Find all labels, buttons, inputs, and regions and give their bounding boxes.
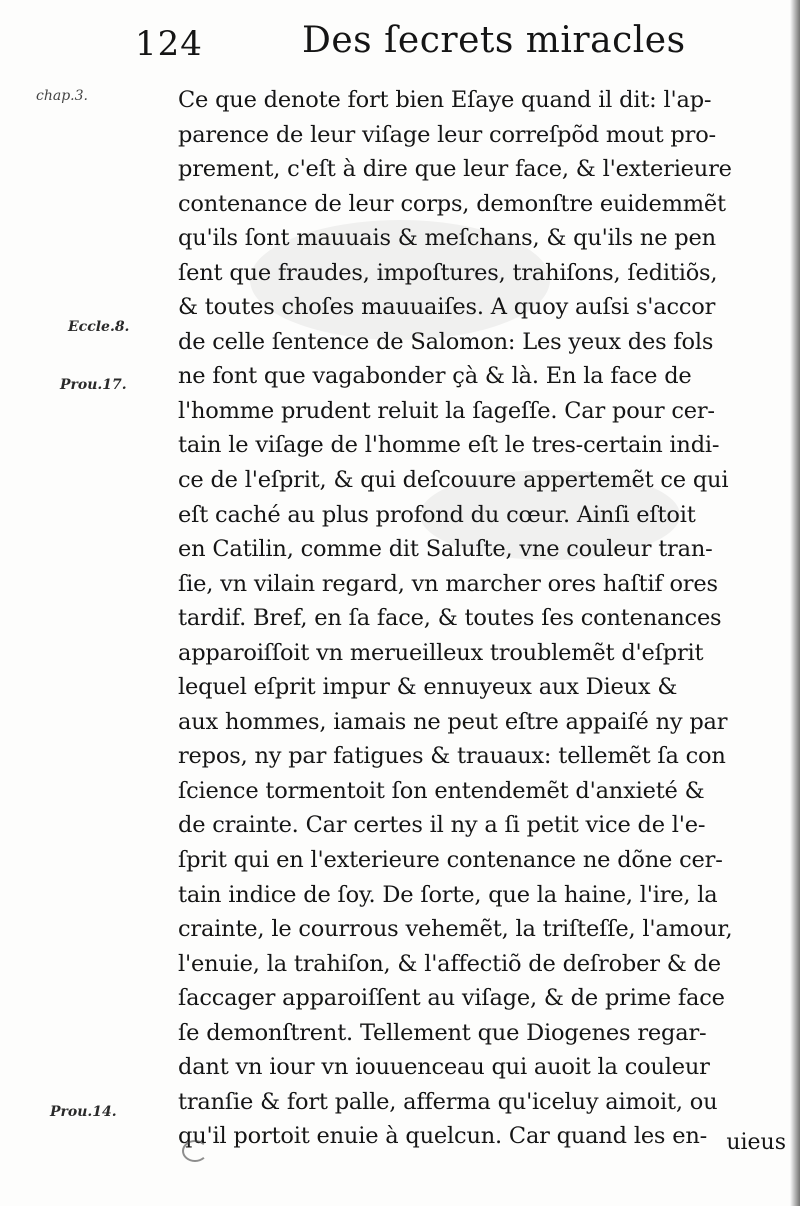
text-line: ne font que vagabonder çà & là. En la face de	[178, 363, 692, 390]
text-line: ſe demonſtrent. Tellement que Diogenes regar-	[178, 1019, 707, 1046]
page-edge-shadow	[790, 0, 800, 1206]
text-line: ce de l'eſprit, & qui deſcouure appertemẽt ce qui	[178, 467, 729, 494]
page-number: 124	[135, 24, 203, 64]
text-line: de crainte. Car certes il ny a ſi petit vice de l'e-	[178, 812, 706, 839]
text-line: apparoiſſoit vn merueilleux troublemẽt d'eſprit	[178, 639, 704, 666]
text-line: tain le viſage de l'homme eſt le tres-certain indi-	[178, 432, 720, 459]
text-line: repos, ny par fatigues & trauaux: tellemẽt ſa con	[178, 743, 726, 770]
text-line: ſprit qui en l'exterieure contenance ne dõne cer-	[178, 847, 723, 874]
text-line: parence de leur viſage leur correſpõd mout pro-	[178, 121, 716, 148]
margin-note-chapter: chap.3.	[36, 88, 88, 104]
text-line: qu'ils ſont mauuais & meſchans, & qu'ils ne pen	[178, 225, 716, 252]
text-line: prement, c'eſt à dire que leur face, & l'exterieure	[178, 156, 732, 183]
text-line: aux hommes, iamais ne peut eſtre appaiſé ny par	[178, 708, 728, 735]
text-line: Ce que denote fort bien Eſaye quand il dit: l'ap-	[178, 87, 712, 113]
margin-note-prou-17: Prou.17.	[60, 377, 127, 393]
text-line: eſt caché au plus profond du cœur. Ainſi eſtoit	[178, 501, 696, 528]
margin-notes	[0, 0, 170, 1206]
text-line: contenance de leur corps, demonſtre euidemmẽt	[178, 190, 726, 217]
text-line: l'enuie, la trahiſon, & l'affectiõ de deſrober & de	[178, 950, 721, 977]
margin-note-prou-14: Prou.14.	[50, 1104, 117, 1120]
running-title: Des ſecrets miracles	[302, 20, 686, 61]
text-line: ſcience tormentoit ſon entendemẽt d'anxieté &	[178, 777, 705, 804]
text-line: ſie, vn vilain regard, vn marcher ores haſtif ores	[178, 570, 718, 597]
text-line: lequel eſprit impur & ennuyeux aux Dieux &	[178, 674, 678, 701]
text-line: tardif. Bref, en ſa face, & toutes ſes contenances	[178, 605, 722, 632]
text-line: & toutes choſes mauuaiſes. A quoy auſsi s'accor	[178, 294, 716, 321]
text-line: dant vn iour vn iouuenceau qui auoit la couleur	[178, 1054, 710, 1081]
text-line: qu'il portoit enuie à quelcun. Car quand les en-	[178, 1123, 708, 1150]
text-line: de celle ſentence de Salomon: Les yeux des fols	[178, 328, 714, 355]
catchword: uieus	[726, 1130, 786, 1155]
text-line: ſaccager apparoiſſent au viſage, & de prime face	[178, 985, 725, 1012]
body-text	[178, 83, 778, 1154]
ink-smudge-mark	[182, 1140, 208, 1162]
text-line: en Catilin, comme dit Saluſte, vne couleur tran-	[178, 536, 713, 563]
margin-note-eccle: Eccle.8.	[68, 319, 130, 335]
text-line: tranſie & fort palle, afferma qu'iceluy aimoit, ou	[178, 1088, 718, 1115]
text-line: l'homme prudent reluit la ſageſſe. Car pour cer-	[178, 397, 715, 424]
text-line: crainte, le courrous vehemẽt, la triſteſſe, l'amour,	[178, 916, 733, 943]
text-line: ſent que fraudes, impoſtures, trahiſons, ſeditiõs,	[178, 259, 718, 286]
text-line: tain indice de ſoy. De ſorte, que la haine, l'ire, la	[178, 881, 718, 908]
